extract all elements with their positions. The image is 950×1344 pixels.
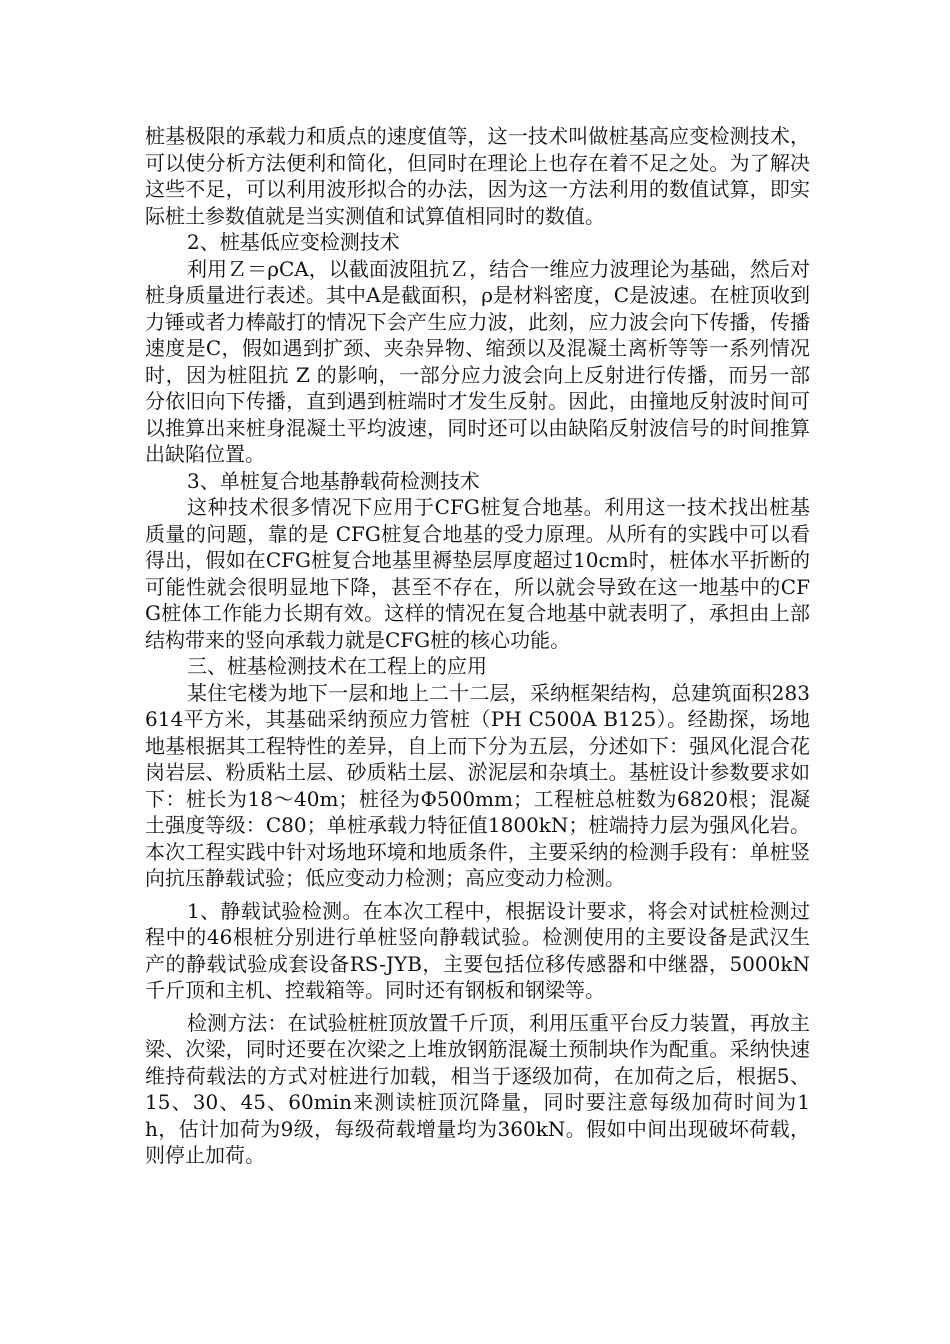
paragraph-high-strain-continued: 桩基极限的承载力和质点的速度值等，这一技术叫做桩基高应变检测技术，可以使分析方法便利和简化，但同时在理论上也存在着不足之处。为了解决这些不足，可以利用波形拟合的办法，因为这一方法利用的数值试算，即实际桩土参数值就是当实测值和试算值相同时的数值。: [145, 124, 810, 228]
paragraph-low-strain-detection: 利用Ｚ＝ρCA，以截面波阻抗Ｚ，结合一维应力波理论为基础，然后对桩身质量进行表述。其中A是截面积，ρ是材料密度，C是波速。在桩顶收到力锤或者力棒敲打的情况下会产生应力波，此刻，应力波会向下传播，传播速度是C，假如遇到扩颈、夹杂异物、缩颈以及混凝土离析等等一系列情况时，因为桩阻抗 Z 的影响，一部分应力波会向上反射进行传播，而另一部分依旧向下传播，直到遇到桩端时才发生反射。因此，由撞地反射波时间可以推算出来桩身混凝土平均波速，同时还可以由缺陷反射波信号的时间推算出缺陷位置。: [145, 256, 810, 466]
paragraph-test-method: 检测方法：在试验桩桩顶放置千斤顶，利用压重平台反力装置，再放主梁、次梁，同时还要在次梁之上堆放钢筋混凝土预制块作为配重。采纳快速维持荷载法的方式对桩进行加载，相当于逐级加荷，在加荷之后，根据5、15、30、45、60min来测读桩顶沉降量，同时要注意每级加荷时间为1h，估计加荷为9级，每级荷载增量均为360kN。假如中间出现破坏荷载，则停止加荷。: [145, 1010, 810, 1167]
heading-static-load-detection: 3、单桩复合地基静载荷检测技术: [187, 468, 480, 493]
heading-low-strain-detection: 2、桩基低应变检测技术: [187, 230, 400, 254]
heading-engineering-application: 三、桩基检测技术在工程上的应用: [187, 654, 487, 678]
paragraph-static-load-detection: 这种技术很多情况下应用于CFG桩复合地基。利用这一技术找出桩基质量的问题，靠的是 CFG桩复合地基的受力原理。从所有的实践中可以看得出，假如在CFG桩复合地基里褥垫层厚度超过10cm时，桩体水平折断的可能性就会很明显地下降，甚至不存在，所以就会导致在这一地基中的CFG桩体工作能力长期有效。这样的情况在复合地基中就表明了，承担由上部结构带来的竖向承载力就是CFG桩的核心功能。: [145, 495, 810, 652]
paragraph-static-load-test: 1、静载试验检测。在本次工程中，根据设计要求，将会对试桩检测过程中的46根桩分别进行单桩竖向静载试验。检测使用的主要设备是武汉生产的静载试验成套设备RS-JYB，主要包括位移传感器和中继器，5000kN千斤顶和主机、控载箱等。同时还有钢板和钢梁等。: [145, 898, 810, 1002]
document-body: [145, 123, 810, 1169]
paragraph-project-overview: 某住宅楼为地下一层和地上二十二层，采纳框架结构，总建筑面积283614平方米，其基础采纳预应力管桩（PH C500A B125）。经勘探，场地地基根据其工程特性的差异，自上而下分为五层，分述如下：强风化混合花岗岩层、粉质粘土层、砂质粘土层、淤泥层和杂填土。基桩设计参数要求如下：桩长为18～40m；桩径为Φ500mm；工程桩总桩数为6820根；混凝土强度等级：C80；单桩承载力特征值1800kN；桩端持力层为强风化岩。本次工程实践中针对场地环境和地质条件，主要采纳的检测手段有：单桩竖向抗压静载试验；低应变动力检测；高应变动力检测。: [145, 680, 810, 890]
